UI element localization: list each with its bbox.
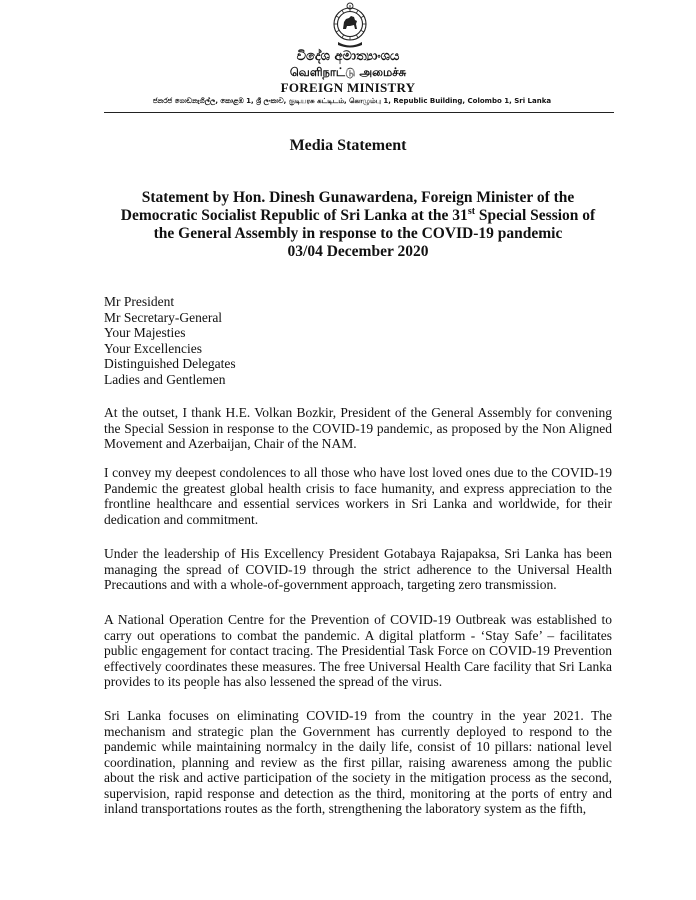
salutation-line: Your Excellencies [104, 340, 202, 356]
salutation-list [104, 294, 236, 387]
sri-lanka-emblem-icon [330, 2, 370, 50]
salutation-line: Distinguished Delegates [104, 356, 236, 371]
heading-date: 03/04 December 2020 [287, 243, 429, 260]
salutation-line: Ladies and Gentlemen [104, 371, 226, 387]
statement-heading [104, 189, 612, 261]
body-paragraph: At the outset, I thank H.E. Volkan Bozkir, President of the General Assembly for convening the Special Session in response to the COVID-19 pandemic, as proposed by the Non Aligned Movement and Azerbaijan, Chair of the NAM. [104, 405, 612, 451]
body-paragraph: Sri Lanka focuses on eliminating COVID-19 from the country in the year 2021. The mechanism and strategic plan the Government has currently deployed to respond to the pandemic while maintaining normalcy in the daily life, consist of 10 pillars: national level coordination, planning and review as the first pillar, raising awareness among the public about the risk and active participation of the society in the mitigation process as the second, supervision, rapid response and detection as the third, monitoring at the ports of entry and inland transportations routes as the forth, strengthening the laboratory system as the fifth, [104, 708, 612, 816]
ministry-name-english: FOREIGN MINISTRY [280, 80, 416, 95]
ministry-name-sinhala: විදේශ අමාත්‍යාංශය [296, 49, 400, 64]
document-type-title: Media Statement [289, 137, 407, 154]
body-paragraph: Under the leadership of His Excellency President Gotabaya Rajapaksa, Sri Lanka has been managing the spread of COVID-19 through the strict adherence to the Universal Health Precautions and with a whole-of-government approach, targeting zero transmission. [104, 546, 612, 592]
salutation-line: Mr Secretary-General [104, 309, 223, 325]
heading-line-2: Democratic Socialist Republic of Sri Lanka at the 31st Special Session of [120, 205, 596, 224]
salutation-line: Your Majesties [104, 325, 186, 340]
body-paragraph: I convey my deepest condolences to all those who have lost loved ones due to the COVID-19 Pandemic the greatest global health crisis to face humanity, and express appreciation to the frontline healthcare and essential services workers in Sri Lanka and worldwide, for their dedication and commitment. [104, 465, 612, 527]
ministry-address: ජනරජ ගොඩනැගිල්ල, කොළඹ 1, ශ්‍රී ලංකාව, குடியரசு கட்டிடம், கொழும்பு 1, Republic Building, Colombo 1, Sri Lanka [152, 97, 552, 105]
salutation-line: Mr President [104, 294, 175, 309]
body-paragraph: A National Operation Centre for the Prevention of COVID-19 Outbreak was established to carry out operations to combat the pandemic. A digital platform - ‘Stay Safe’ – facilitates public engagement for contact tracing. The Presidential Task Force on COVID-19 Prevention effectively coordinates these measures. The free Universal Health Care facility that Sri Lanka provides to its people has also lessened the spread of the virus. [104, 612, 612, 689]
heading-line-3: the General Assembly in response to the COVID-19 pandemic [153, 225, 563, 242]
heading-line-1: Statement by Hon. Dinesh Gunawardena, Foreign Minister of the [141, 189, 575, 206]
ministry-name-tamil: வெளிநாட்டு அமைச்சு [289, 65, 407, 79]
letterhead-divider [104, 112, 614, 113]
